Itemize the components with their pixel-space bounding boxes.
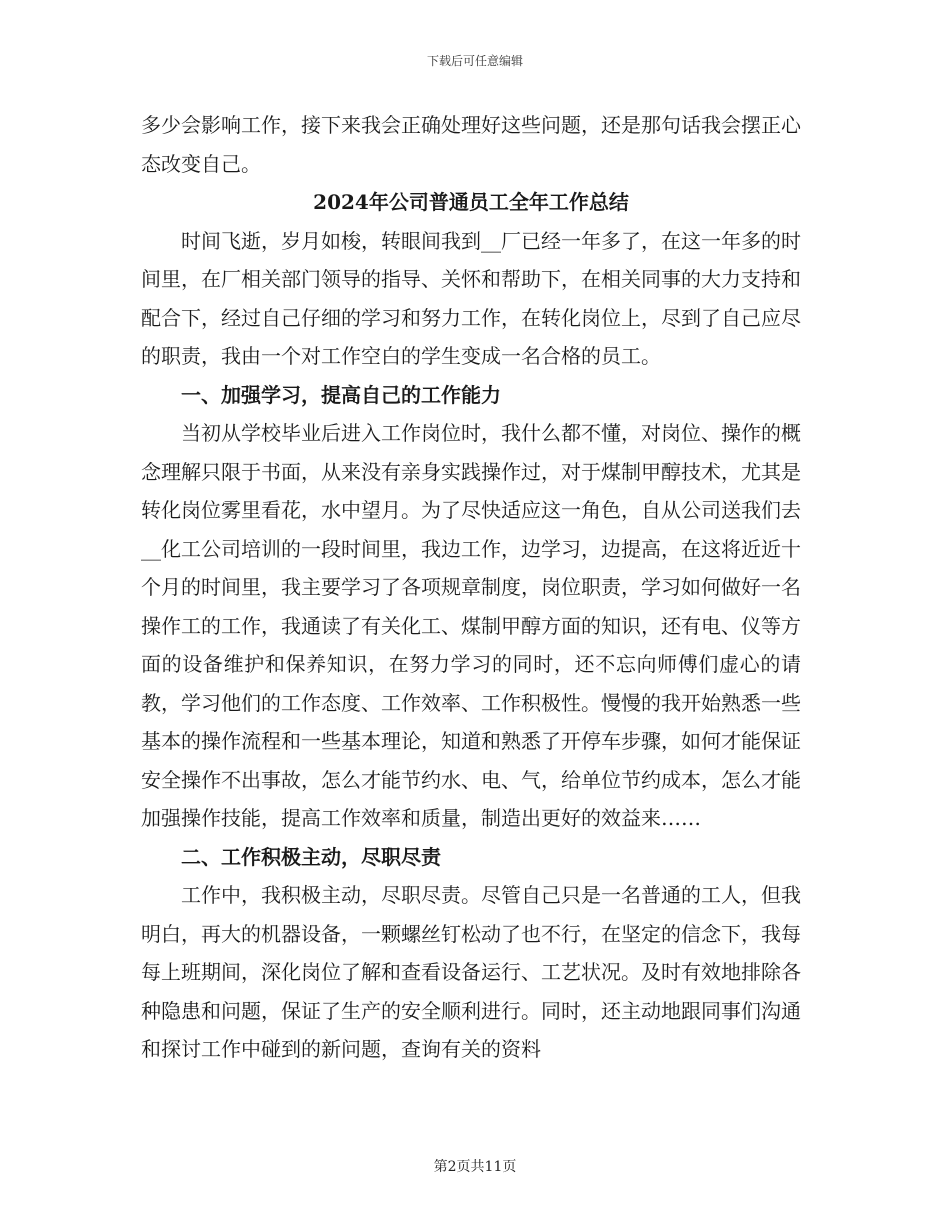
section-2-paragraph: 工作中，我积极主动，尽职尽责。尽管自己只是一名普通的工人，但我明白，再大的机器设备，一颗螺丝钉松动了也不行，在坚定的信念下，我每每上班期间，深化岗位了解和查看设备运行、工艺状况。及时有效地排除各种隐患和问题，保证了生产的安全顺利进行。同时，还主动地跟同事们沟通和探讨工作中碰到的新问题，查询有关的资料 (141, 883, 801, 1061)
continuation-paragraph: 多少会影响工作，接下来我会正确处理好这些问题，还是那句话我会摆正心态改变自己。 (141, 113, 801, 176)
section-1-heading: 一、加强学习，提高自己的工作能力 (181, 382, 501, 407)
page-header-note: 下载后可任意编辑 (426, 54, 523, 68)
intro-paragraph: 时间飞逝，岁月如梭，转眼间我到__厂已经一年多了，在这一年多的时间里，在厂相关部门领导的指导、关怀和帮助下，在相关同事的大力支持和配合下，经过自己仔细的学习和努力工作，在转化岗位上，尽到了自己应尽的职责，我由一个对工作空白的学生变成一名合格的员工。 (141, 228, 801, 368)
section-1-paragraph: 当初从学校毕业后进入工作岗位时，我什么都不懂，对岗位、操作的概念理解只限于书面，从来没有亲身实践操作过，对于煤制甲醇技术，尤其是转化岗位雾里看花，水中望月。为了尽快适应这一角色，自从公司送我们去__化工公司培训的一段时间里，我边工作，边学习，边提高，在这将近近十个月的时间里，我主要学习了各项规章制度，岗位职责，学习如何做好一名操作工的工作，我通读了有关化工、煤制甲醇方面的知识，还有电、仪等方面的设备维护和保养知识，在努力学习的同时，还不忘向师傅们虚心的请教，学习他们的工作态度、工作效率、工作积极性。慢慢的我开始熟悉一些基本的操作流程和一些基本理论，知道和熟悉了开停车步骤，如何才能保证安全操作不出事故，怎么才能节约水、电、气，给单位节约成本，怎么才能加强操作技能，提高工作效率和质量，制造出更好的效益来…… (141, 421, 801, 830)
section-2-heading: 二、工作积极主动，尽职尽责 (181, 844, 441, 869)
document-body (141, 106, 801, 1069)
document-title: 2024年公司普通员工全年工作总结 (313, 190, 629, 214)
page-number-footer: 第2页共11页 (433, 1159, 517, 1175)
